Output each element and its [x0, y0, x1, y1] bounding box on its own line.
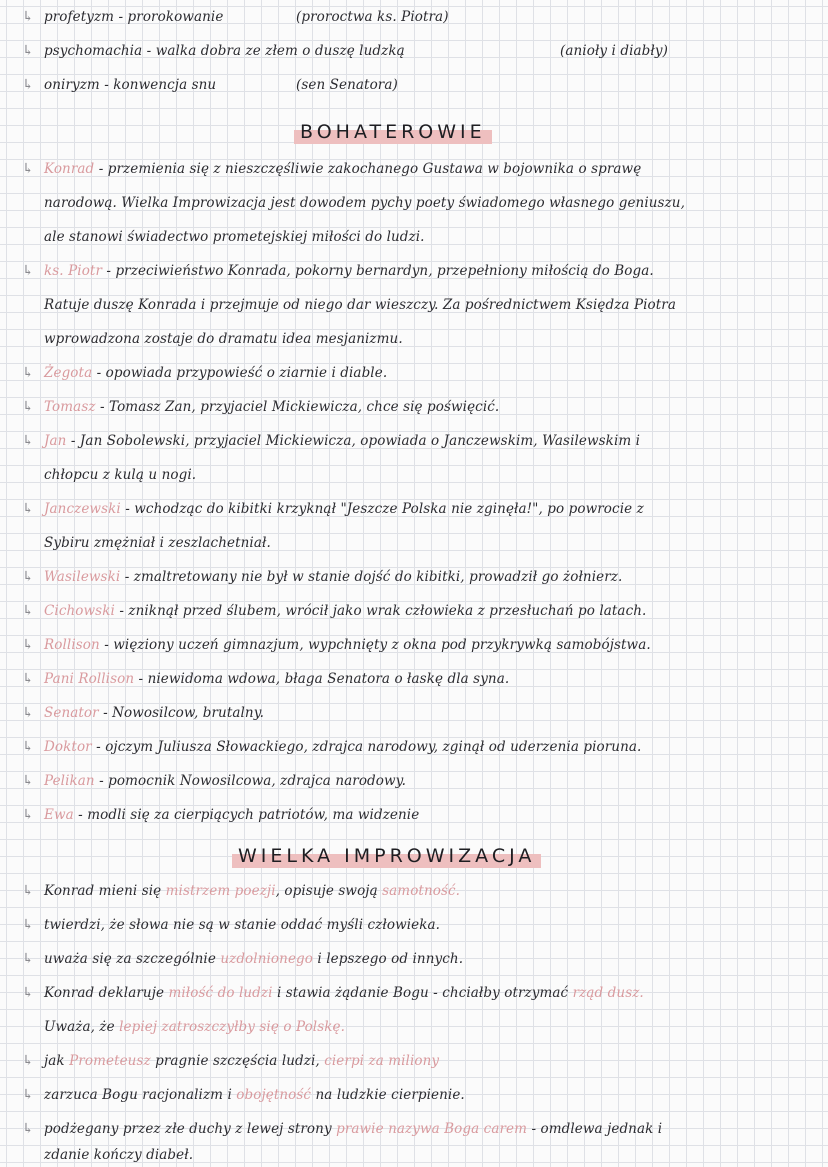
arrow-icon: ↳	[22, 671, 34, 687]
arrow-icon: ↳	[22, 1087, 34, 1103]
arrow-icon: ↳	[22, 399, 34, 415]
arrow-icon: ↳	[22, 161, 34, 177]
arrow-icon: ↳	[22, 883, 34, 899]
heading-wielka-improwizacja: WIELKA IMPROWIZACJA	[232, 844, 541, 868]
arrow-icon: ↳	[22, 501, 34, 517]
arrow-icon: ↳	[22, 263, 34, 279]
arrow-icon: ↳	[22, 43, 34, 59]
arrow-icon: ↳	[22, 951, 34, 967]
arrow-icon: ↳	[22, 9, 34, 25]
arrow-icon: ↳	[22, 603, 34, 619]
arrow-icon: ↳	[22, 637, 34, 653]
arrow-icon: ↳	[22, 773, 34, 789]
arrow-icon: ↳	[22, 739, 34, 755]
arrow-icon: ↳	[22, 917, 34, 933]
heading-bohaterowie: BOHATEROWIE	[294, 120, 492, 144]
arrow-icon: ↳	[22, 985, 34, 1001]
arrow-icon: ↳	[22, 569, 34, 585]
arrow-icon: ↳	[22, 1121, 34, 1137]
arrow-icon: ↳	[22, 433, 34, 449]
arrow-icon: ↳	[22, 705, 34, 721]
arrow-icon: ↳	[22, 365, 34, 381]
arrow-icon: ↳	[22, 77, 34, 93]
notes-page: ↳ profetyzm - prorokowanie (proroctwa ks. Piotra) ↳ psychomachia - walka dobra ze złem o duszę ludzką (anioły i diabły) ↳ oniryzm - konwencja snu (sen Senatora) BOHATEROWIE ↳ Konrad - przemienia się z nieszczęśliwie zakochanego Gustawa w bojownika o sprawę narodową. Wielka Improwizacja jest dowodem pychy poety świadomego własnego geniuszu, ale stanowi świadectwo prometejskiej miłości do ludzi. ↳ ks. Piotr - przeciwieństwo Konrada, pokorny bernardyn, przepełniony miłością do Boga. Ratuje duszę Konrada i przejmuje od niego dar wieszczy. Za pośrednictwem Księdza Piotra wprowadzona zostaje do dramatu idea mesjanizmu. ↳ Żegota - opowiada przypowieść o ziarnie i diable. ↳ Tomasz - Tomasz Zan, przyjaciel Mickiewicza, chce się poświęcić. ↳ Jan - Jan Sobolewski, przyjaciel Mickiewicza, opowiada o Janczewskim, Wasilewskim i chłopcu z kulą u nogi. ↳ Janczewski - wchodząc do kibitki krzyknął "Jeszcze Polska nie zginęła!", po powrocie z Sybiru zmężniał i zeszlachetniał. ↳ Wasilewski - zmaltretowany nie był w stanie dojść do kibitki, prowadził go żołnierz. ↳ Cichowski - zniknął przed ślubem, wrócił jako wrak człowieka z przesłuchań po latach. ↳ Rollison - więziony uczeń gimnazjum, wypchnięty z okna pod przykrywką samobójstwa. ↳ Pani Rollison - niewidoma wdowa, błaga Senatora o łaskę dla syna. ↳ Senator - Nowosilcow, brutalny. ↳ Doktor - ojczym Juliusza Słowackiego, zdrajca narodowy, zginął od uderzenia pioruna. ↳ Pelikan - pomocnik Nowosilcowa, zdrajca narodowy. ↳ Ewa - modli się za cierpiących patriotów, ma widzenie WIELKA IMPROWIZACJA ↳ Konrad mieni się mistrzem poezji, opisuje swoją samotność. ↳ twierdzi, że słowa nie są w stanie oddać myśli człowieka. ↳ uważa się za szczególnie uzdolnionego i lepszego od innych. ↳ Konrad deklaruje miłość do ludzi i stawia żądanie Bogu - chciałby otrzymać rząd dusz. Uważa, że lepiej zatroszczyłby się o Polskę. ↳ jak Prometeusz pragnie szczęścia ludzi, cierpi za miliony ↳ zarzuca Bogu racjonalizm i obojętność na ludzkie cierpienie. ↳ podżegany przez złe duchy z lewej strony prawie nazywa Boga carem - omdlewa jednak i zdanie kończy diabeł.	[22, 9, 685, 1163]
arrow-icon: ↳	[22, 1053, 34, 1069]
arrow-icon: ↳	[22, 807, 34, 823]
